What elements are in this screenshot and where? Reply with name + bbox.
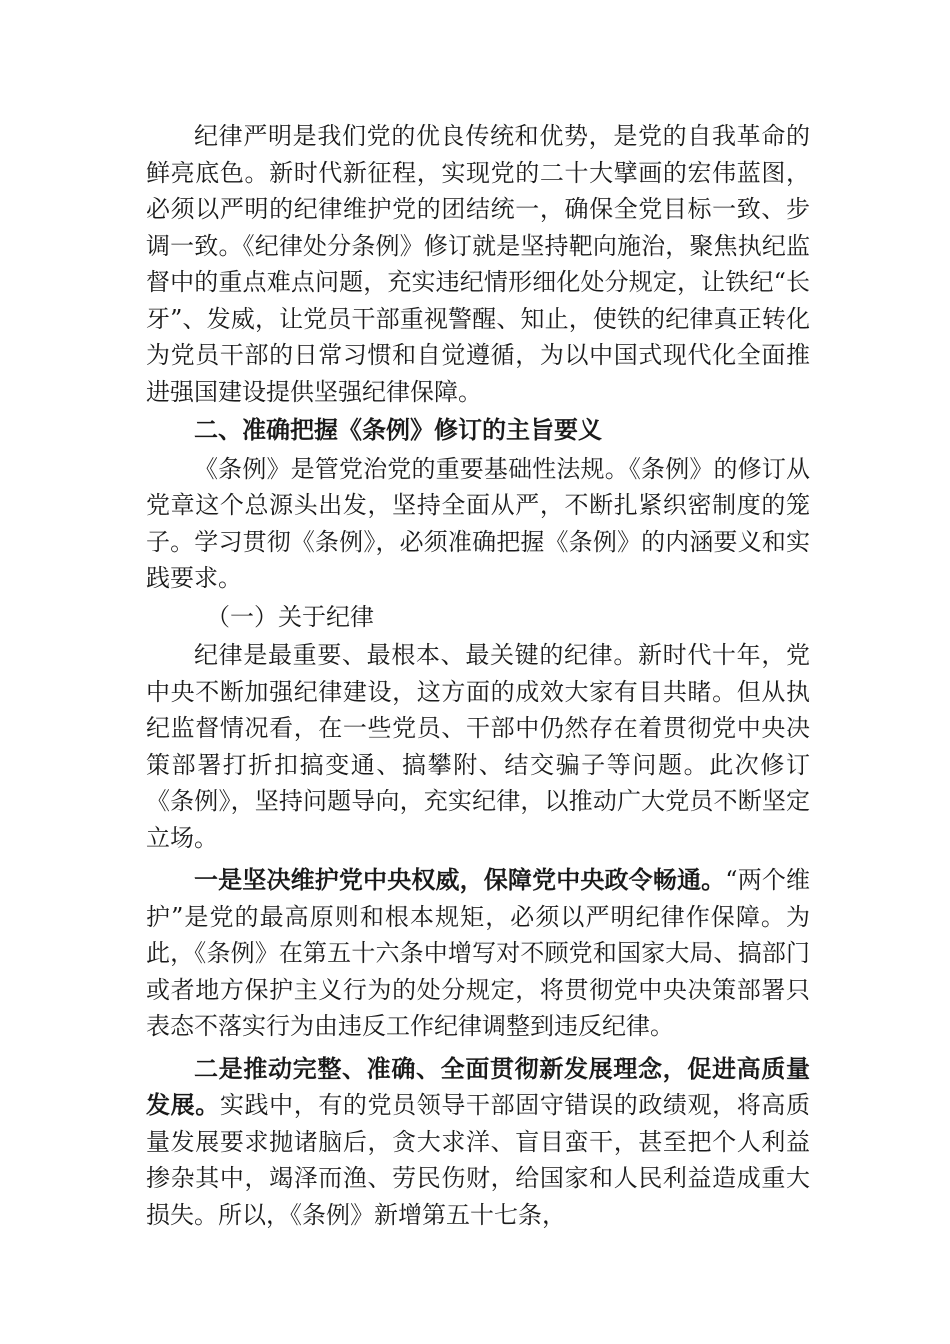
section-heading-2: 二、准确把握《条例》修订的主旨要义 [194, 416, 602, 444]
paragraph-intro: 纪律严明是我们党的优良传统和优势，是党的自我革命的鲜亮底色。新时代新征程，实现党的二十大擘画的宏伟蓝图，必须以严明的纪律维护党的团结统一，确保全党目标一致、步调一致。《纪律处分条例》修订就是坚持靶向施治，聚焦执纪监督中的重点难点问题，充实违纪情形细化处分规定，让铁纪“长牙”、发威，让党员干部重视警醒、知止，使铁的纪律真正转化为党员干部的日常习惯和自觉遵循，为以中国式现代化全面推进强国建设提供坚强纪律保障。 [146, 122, 810, 406]
point-one-body: “两个维护”是党的最高原则和根本规矩，必须以严明纪律作保障。为此，《条例》在第五十六条中增写对不顾党和国家大局、搞部门或者地方保护主义行为的处分规定，将贯彻党中央决策部署只表态不落实行为由违反工作纪律调整到违反纪律。 [146, 866, 810, 1040]
point-one-lead: 一是坚决维护党中央权威，保障党中央政令畅通。 [194, 866, 726, 894]
sub-heading-discipline: （一）关于纪律 [206, 602, 374, 631]
paragraph-point-two [146, 1051, 810, 1234]
document-page [146, 118, 810, 1233]
point-two-lead: 二是推动完整、准确、全面贯彻新发展理念，促进高质量发展。 [146, 1054, 810, 1119]
paragraph-regulation-overview: 《条例》是管党治党的重要基础性法规。《条例》的修订从党章这个总源头出发，坚持全面从严，不断扎紧织密制度的笼子。学习贯彻《条例》，必须准确把握《条例》的内涵要义和实践要求。 [146, 454, 810, 592]
paragraph-discipline: 纪律是最重要、最根本、最关键的纪律。新时代十年，党中央不断加强纪律建设，这方面的成效大家有目共睹。但从执纪监督情况看，在一些党员、干部中仍然存在着贯彻党中央决策部署打折扣搞变通、搞攀附、结交骗子等问题。此次修订《条例》，坚持问题导向，充实纪律，以推动广大党员不断坚定立场。 [146, 641, 810, 852]
point-two-body: 实践中，有的党员领导干部固守错误的政绩观，将高质量发展要求抛诸脑后，贪大求洋、盲目蛮干，甚至把个人利益掺杂其中，竭泽而渔、劳民伤财，给国家和人民利益造成重大损失。所以，《条例》新增第五十七条， [146, 1091, 811, 1229]
paragraph-point-one [146, 862, 810, 1045]
